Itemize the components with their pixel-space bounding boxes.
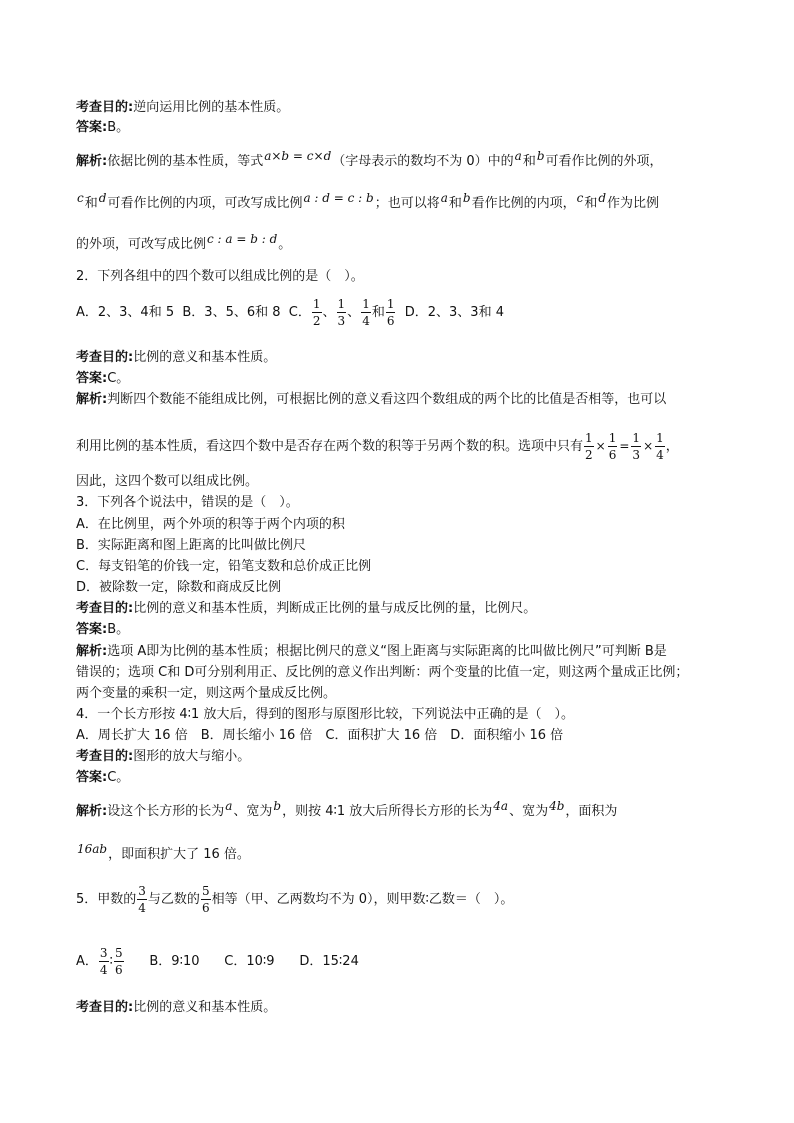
answer-text: C。 — [107, 770, 130, 785]
analysis-text: 、宽为 — [233, 804, 273, 819]
math-var: d — [598, 191, 607, 205]
answer-label: 答案: — [76, 770, 108, 785]
math-var: d — [98, 191, 107, 205]
answer-text: C。 — [107, 371, 130, 386]
purpose-text: 逆向运用比例的基本性质。 — [133, 100, 290, 115]
analysis-text: （字母表示的数均不为 0）中的 — [332, 154, 514, 169]
q5-purpose — [76, 999, 276, 1017]
q3-analysis-line-3: 两个变量的乘积一定，则这两个量成反比例。 — [76, 686, 337, 701]
q3-option-b: B．实际距离和图上距离的比叫做比例尺 — [76, 538, 306, 553]
analysis-text: ，则按 4∶1 放大后所得长方形的长为 — [282, 804, 493, 819]
q2-analysis-line-1 — [76, 391, 666, 409]
analysis-text: ，面积为 — [565, 804, 618, 819]
analysis-text: 和 — [84, 196, 98, 211]
fraction: $\frac{1}{3}$ — [632, 431, 641, 462]
purpose-text: 比例的意义和基本性质。 — [133, 1000, 277, 1015]
analysis-text: 、宽为 — [509, 804, 549, 819]
q1-purpose — [76, 99, 289, 117]
math-equation: a×b = c×d — [264, 149, 332, 163]
q4-analysis-line-1 — [76, 799, 618, 821]
answer-label: 答案: — [76, 371, 108, 386]
math-var: b — [273, 799, 282, 813]
math-var: a — [440, 191, 448, 205]
q1-answer — [76, 119, 129, 137]
equals-sign: = — [619, 439, 630, 453]
math-var: 4a — [493, 799, 509, 813]
q4-options: A．周长扩大 16 倍 B．周长缩小 16 倍 C．面积扩大 16 倍 D．面积缩小 16 倍 — [76, 728, 564, 743]
times-sign: × — [595, 439, 606, 453]
q1-analysis-line-2 — [76, 191, 660, 213]
purpose-text: 比例的意义和基本性质，判断成正比例的量与成反比例的量，比例尺。 — [133, 601, 537, 616]
purpose-text: 图形的放大与缩小。 — [133, 749, 251, 764]
option-a-label: A． — [76, 954, 98, 969]
analysis-text: 判断四个数能不能组成比例，可根据比例的意义看这四个数组成的两个比的比值是否相等，也可以 — [107, 392, 667, 407]
option-c: C．10∶9 — [224, 954, 275, 969]
q3-analysis-line-2: 错误的；选项 C和 D可分别利用正、反比例的意义作出判断：两个变量的比值一定，则这两个量成正比例； — [76, 665, 689, 680]
analysis-text: 和 — [448, 196, 462, 211]
analysis-text: 和 — [584, 196, 598, 211]
q2-options — [76, 296, 504, 330]
answer-text: B。 — [107, 120, 130, 135]
analysis-text: 依据比例的基本性质，等式 — [107, 154, 264, 169]
analysis-text: 可看作比例的外项， — [545, 154, 663, 169]
fraction: $\frac{3}{4}$ — [99, 946, 108, 977]
analysis-text: 可看作比例的内项，可改写成比例 — [107, 196, 303, 211]
purpose-label: 考查目的: — [76, 1000, 134, 1015]
analysis-text: 作为比例 — [607, 196, 660, 211]
q3-question: 3．下列各个说法中，错误的是（ ）。 — [76, 495, 299, 510]
answer-text: B。 — [107, 622, 130, 637]
comma: ， — [665, 439, 679, 454]
q2-purpose — [76, 349, 276, 367]
q1-analysis-line-1 — [76, 149, 663, 171]
ratio-colon: ∶ — [109, 954, 113, 969]
math-var: b — [536, 149, 545, 163]
math-var: b — [462, 191, 471, 205]
q3-answer — [76, 621, 129, 639]
q2-question: 2．下列各组中的四个数可以组成比例的是（ ）。 — [76, 269, 364, 284]
fraction: $\frac{1}{4}$ — [656, 431, 664, 462]
q2-analysis-line-2 — [76, 428, 679, 465]
fraction: $\frac{5}{6}$ — [114, 946, 123, 977]
q4-question: 4．一个长方形按 4∶1 放大后，得到的图形与原图形比较，下列说法中正确的是（ ）。 — [76, 707, 574, 722]
question-text: 与乙数的 — [147, 892, 200, 907]
analysis-label: 解析: — [76, 154, 108, 169]
fraction: $\frac{1}{6}$ — [608, 431, 617, 462]
times-sign: × — [643, 439, 654, 453]
analysis-text: 的外项，可改写成比例 — [76, 237, 207, 252]
fraction: $\frac{1}{3}$ — [337, 297, 346, 328]
option-c-label: C． — [288, 305, 311, 320]
math-var: 4b — [549, 799, 565, 813]
separator: 和 — [371, 305, 385, 320]
q3-option-a: A．在比例里，两个外项的积等于两个内项的积 — [76, 517, 345, 532]
analysis-text: 利用比例的基本性质，看这四个数中是否存在两个数的积等于另两个数的积。选项中只有 — [76, 439, 584, 454]
analysis-text: 和 — [522, 154, 536, 169]
purpose-text: 比例的意义和基本性质。 — [133, 350, 277, 365]
math-equation: a : d = c : b — [303, 191, 374, 205]
separator: 、 — [322, 305, 336, 320]
option-d: D．15∶24 — [299, 954, 359, 969]
fraction: $\frac{5}{6}$ — [201, 884, 210, 915]
option-a: A．2、3、4和 5 — [76, 305, 175, 320]
math-var: a — [225, 799, 233, 813]
analysis-label: 解析: — [76, 392, 108, 407]
option-b: B．9∶10 — [149, 954, 200, 969]
q3-analysis-line-1 — [76, 643, 667, 661]
fraction: $\frac{3}{4}$ — [138, 884, 146, 915]
purpose-label: 考查目的: — [76, 749, 134, 764]
q2-answer — [76, 370, 129, 388]
q3-option-d: D．被除数一定，除数和商成反比例 — [76, 580, 282, 595]
q4-purpose — [76, 748, 250, 766]
fraction: $\frac{1}{2}$ — [585, 431, 593, 462]
analysis-label: 解析: — [76, 804, 108, 819]
q4-analysis-line-2 — [76, 842, 250, 864]
math-var: 16ab — [77, 842, 108, 856]
purpose-label: 考查目的: — [76, 100, 134, 115]
math-equation: c : a = b : d — [207, 232, 278, 246]
q5-question — [76, 880, 513, 920]
answer-label: 答案: — [76, 120, 108, 135]
math-var: c — [77, 191, 84, 205]
analysis-label: 解析: — [76, 644, 108, 659]
fraction: $\frac{1}{4}$ — [362, 297, 370, 328]
q5-options — [76, 942, 359, 982]
fraction: $\frac{1}{2}$ — [312, 297, 321, 328]
q1-analysis-line-3 — [76, 232, 292, 254]
option-b: B．3、5、6和 8 — [182, 305, 281, 320]
purpose-label: 考查目的: — [76, 601, 134, 616]
q4-answer — [76, 769, 129, 787]
analysis-text: ，即面积扩大了 16 倍。 — [108, 847, 250, 862]
math-var: a — [514, 149, 522, 163]
answer-label: 答案: — [76, 622, 108, 637]
q2-analysis-line-3: 因此，这四个数可以组成比例。 — [76, 474, 259, 489]
analysis-text: 。 — [278, 237, 292, 252]
analysis-text: ；也可以将 — [374, 196, 440, 211]
fraction: $\frac{1}{6}$ — [386, 297, 395, 328]
q3-option-c: C．每支铅笔的价钱一定，铅笔支数和总价成正比例 — [76, 559, 372, 574]
math-var: c — [576, 191, 584, 205]
analysis-text: 设这个长方形的长为 — [107, 804, 225, 819]
option-d: D．2、3、3和 4 — [404, 305, 504, 320]
q3-purpose — [76, 600, 536, 618]
analysis-text: 看作比例的内项， — [471, 196, 576, 211]
separator: 、 — [347, 305, 361, 320]
analysis-text: 选项 A即为比例的基本性质；根据比例尺的意义“图上距离与实际距离的比叫做比例尺”可判断 B是 — [107, 644, 667, 659]
question-text: 5．甲数的 — [76, 892, 137, 907]
purpose-label: 考查目的: — [76, 350, 134, 365]
question-text: 相等（甲、乙两数均不为 0），则甲数∶乙数＝（ ）。 — [211, 892, 514, 907]
